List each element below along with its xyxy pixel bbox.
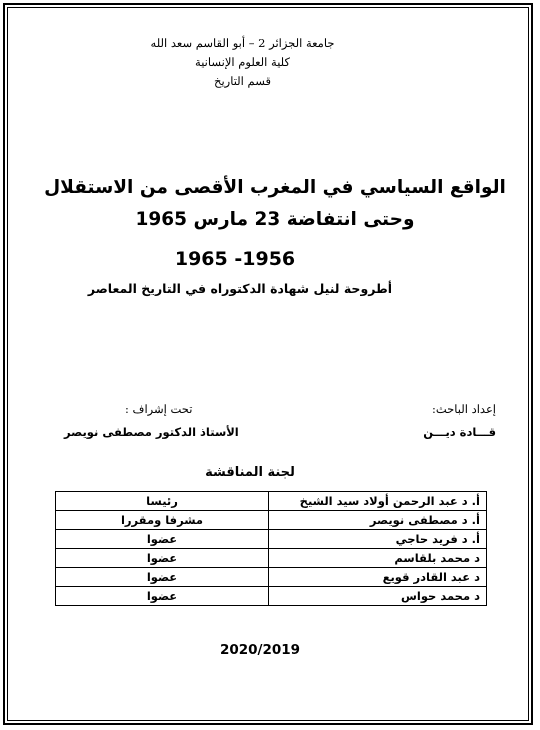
member-role: رئيسا <box>56 492 269 511</box>
supervisor-name: الأستاذ الدكتور مصطفى نويصر <box>64 425 239 439</box>
member-name: د عبد القادر قويع <box>269 568 487 587</box>
thesis-years: 1956- 1965 <box>174 248 296 270</box>
member-role: عضوا <box>56 530 269 549</box>
table-row <box>56 587 487 606</box>
researcher-name: قـــادة ديـــن <box>423 425 496 439</box>
department-name: قسم التاريخ <box>214 74 271 88</box>
member-name: أ. د فريد حاجي <box>269 530 487 549</box>
committee-table <box>55 491 487 606</box>
member-role: مشرفا ومقررا <box>56 511 269 530</box>
table-row <box>56 549 487 568</box>
table-row <box>56 511 487 530</box>
member-name: أ. د عبد الرحمن أولاد سيد الشيخ <box>269 492 487 511</box>
supervision-label: تحت إشراف : <box>125 402 193 416</box>
prepared-by-label: إعداد الباحث: <box>431 402 496 416</box>
member-name: د محمد حواس <box>269 587 487 606</box>
member-name: أ. د مصطفى نويصر <box>269 511 487 530</box>
member-role: عضوا <box>56 587 269 606</box>
member-name: د محمد بلقاسم <box>269 549 487 568</box>
page-border-inner <box>7 7 529 721</box>
thesis-title-line1: الواقع السياسي في المغرب الأقصى من الاستقلال <box>44 177 506 198</box>
committee-title: لجنة المناقشة <box>205 465 295 480</box>
member-role: عضوا <box>56 568 269 587</box>
thesis-title <box>40 172 510 236</box>
table-row <box>56 492 487 511</box>
faculty-name: كلية العلوم الإنسانية <box>195 55 290 69</box>
table-row <box>56 568 487 587</box>
thesis-title-line2: وحتى انتفاضة 23 مارس 1965 <box>135 209 415 230</box>
table-row <box>56 530 487 549</box>
member-role: عضوا <box>56 549 269 568</box>
academic-year: 2020/2019 <box>219 642 301 658</box>
university-name: جامعة الجزائر 2 – أبو القاسم سعد الله <box>150 36 335 50</box>
institution-header <box>120 34 365 91</box>
thesis-subtitle: أطروحة لنيل شهادة الدكتوراه في التاريخ المعاصر <box>87 281 393 296</box>
